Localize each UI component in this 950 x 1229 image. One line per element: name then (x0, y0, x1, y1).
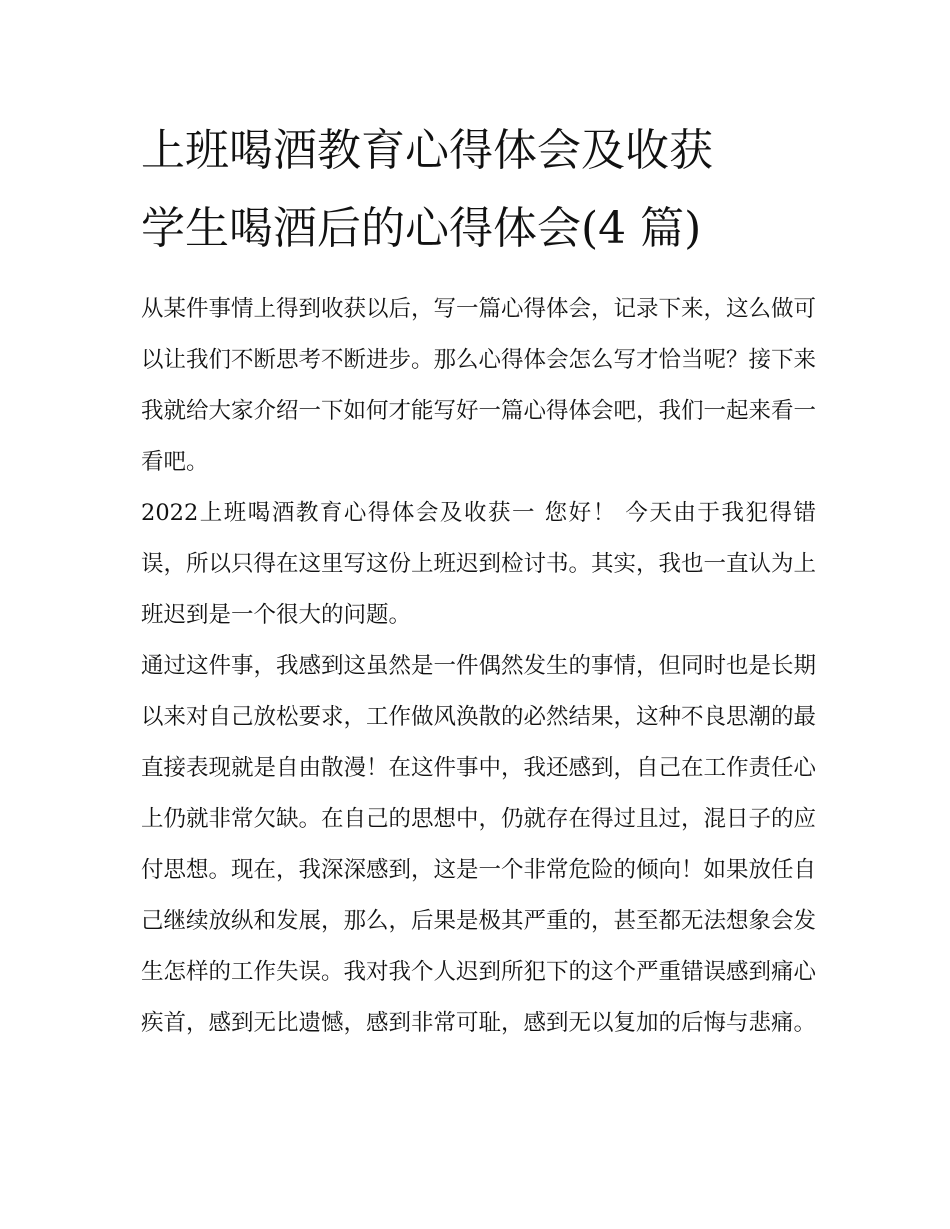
document-title (141, 112, 816, 268)
apology-paragraph: 2022上班喝酒教育心得体会及收获一 您好！ 今天由于我犯得错误，所以只得在这里写这份上班迟到检讨书。其实，我也一直认为上班迟到是一个很大的问题。 (141, 500, 817, 628)
document-body (141, 284, 816, 1049)
document-page (141, 112, 816, 1049)
title-line-1: 上班喝酒教育心得体会及收获 (141, 125, 713, 176)
title-line-2: 学生喝酒后的心得体会(4 篇) (141, 203, 702, 254)
reflection-paragraph: 通过这件事，我感到这虽然是一件偶然发生的事情，但同时也是长期以来对自己放松要求，工作做风涣散的必然结果，这种不良思潮的最直接表现就是自由散漫！在这件事中，我还感到，自己在工作责任心上仍就非常欠缺。在自己的思想中，仍就存在得过且过，混日子的应付思想。现在，我深深感到，这是一个非常危险的倾向！如果放任自己继续放纵和发展，那么，后果是极其严重的，甚至都无法想象会发生怎样的工作失误。我对我个人迟到所犯下的这个严重错误感到痛心疾首，感到无比遗憾，感到非常可耻，感到无以复加的后悔与悲痛。 (141, 653, 817, 1036)
intro-paragraph: 从某件事情上得到收获以后，写一篇心得体会，记录下来，这么做可以让我们不断思考不断进步。那么心得体会怎么写才恰当呢？接下来我就给大家介绍一下如何才能写好一篇心得体会吧，我们一起来看一看吧。 (141, 296, 817, 475)
